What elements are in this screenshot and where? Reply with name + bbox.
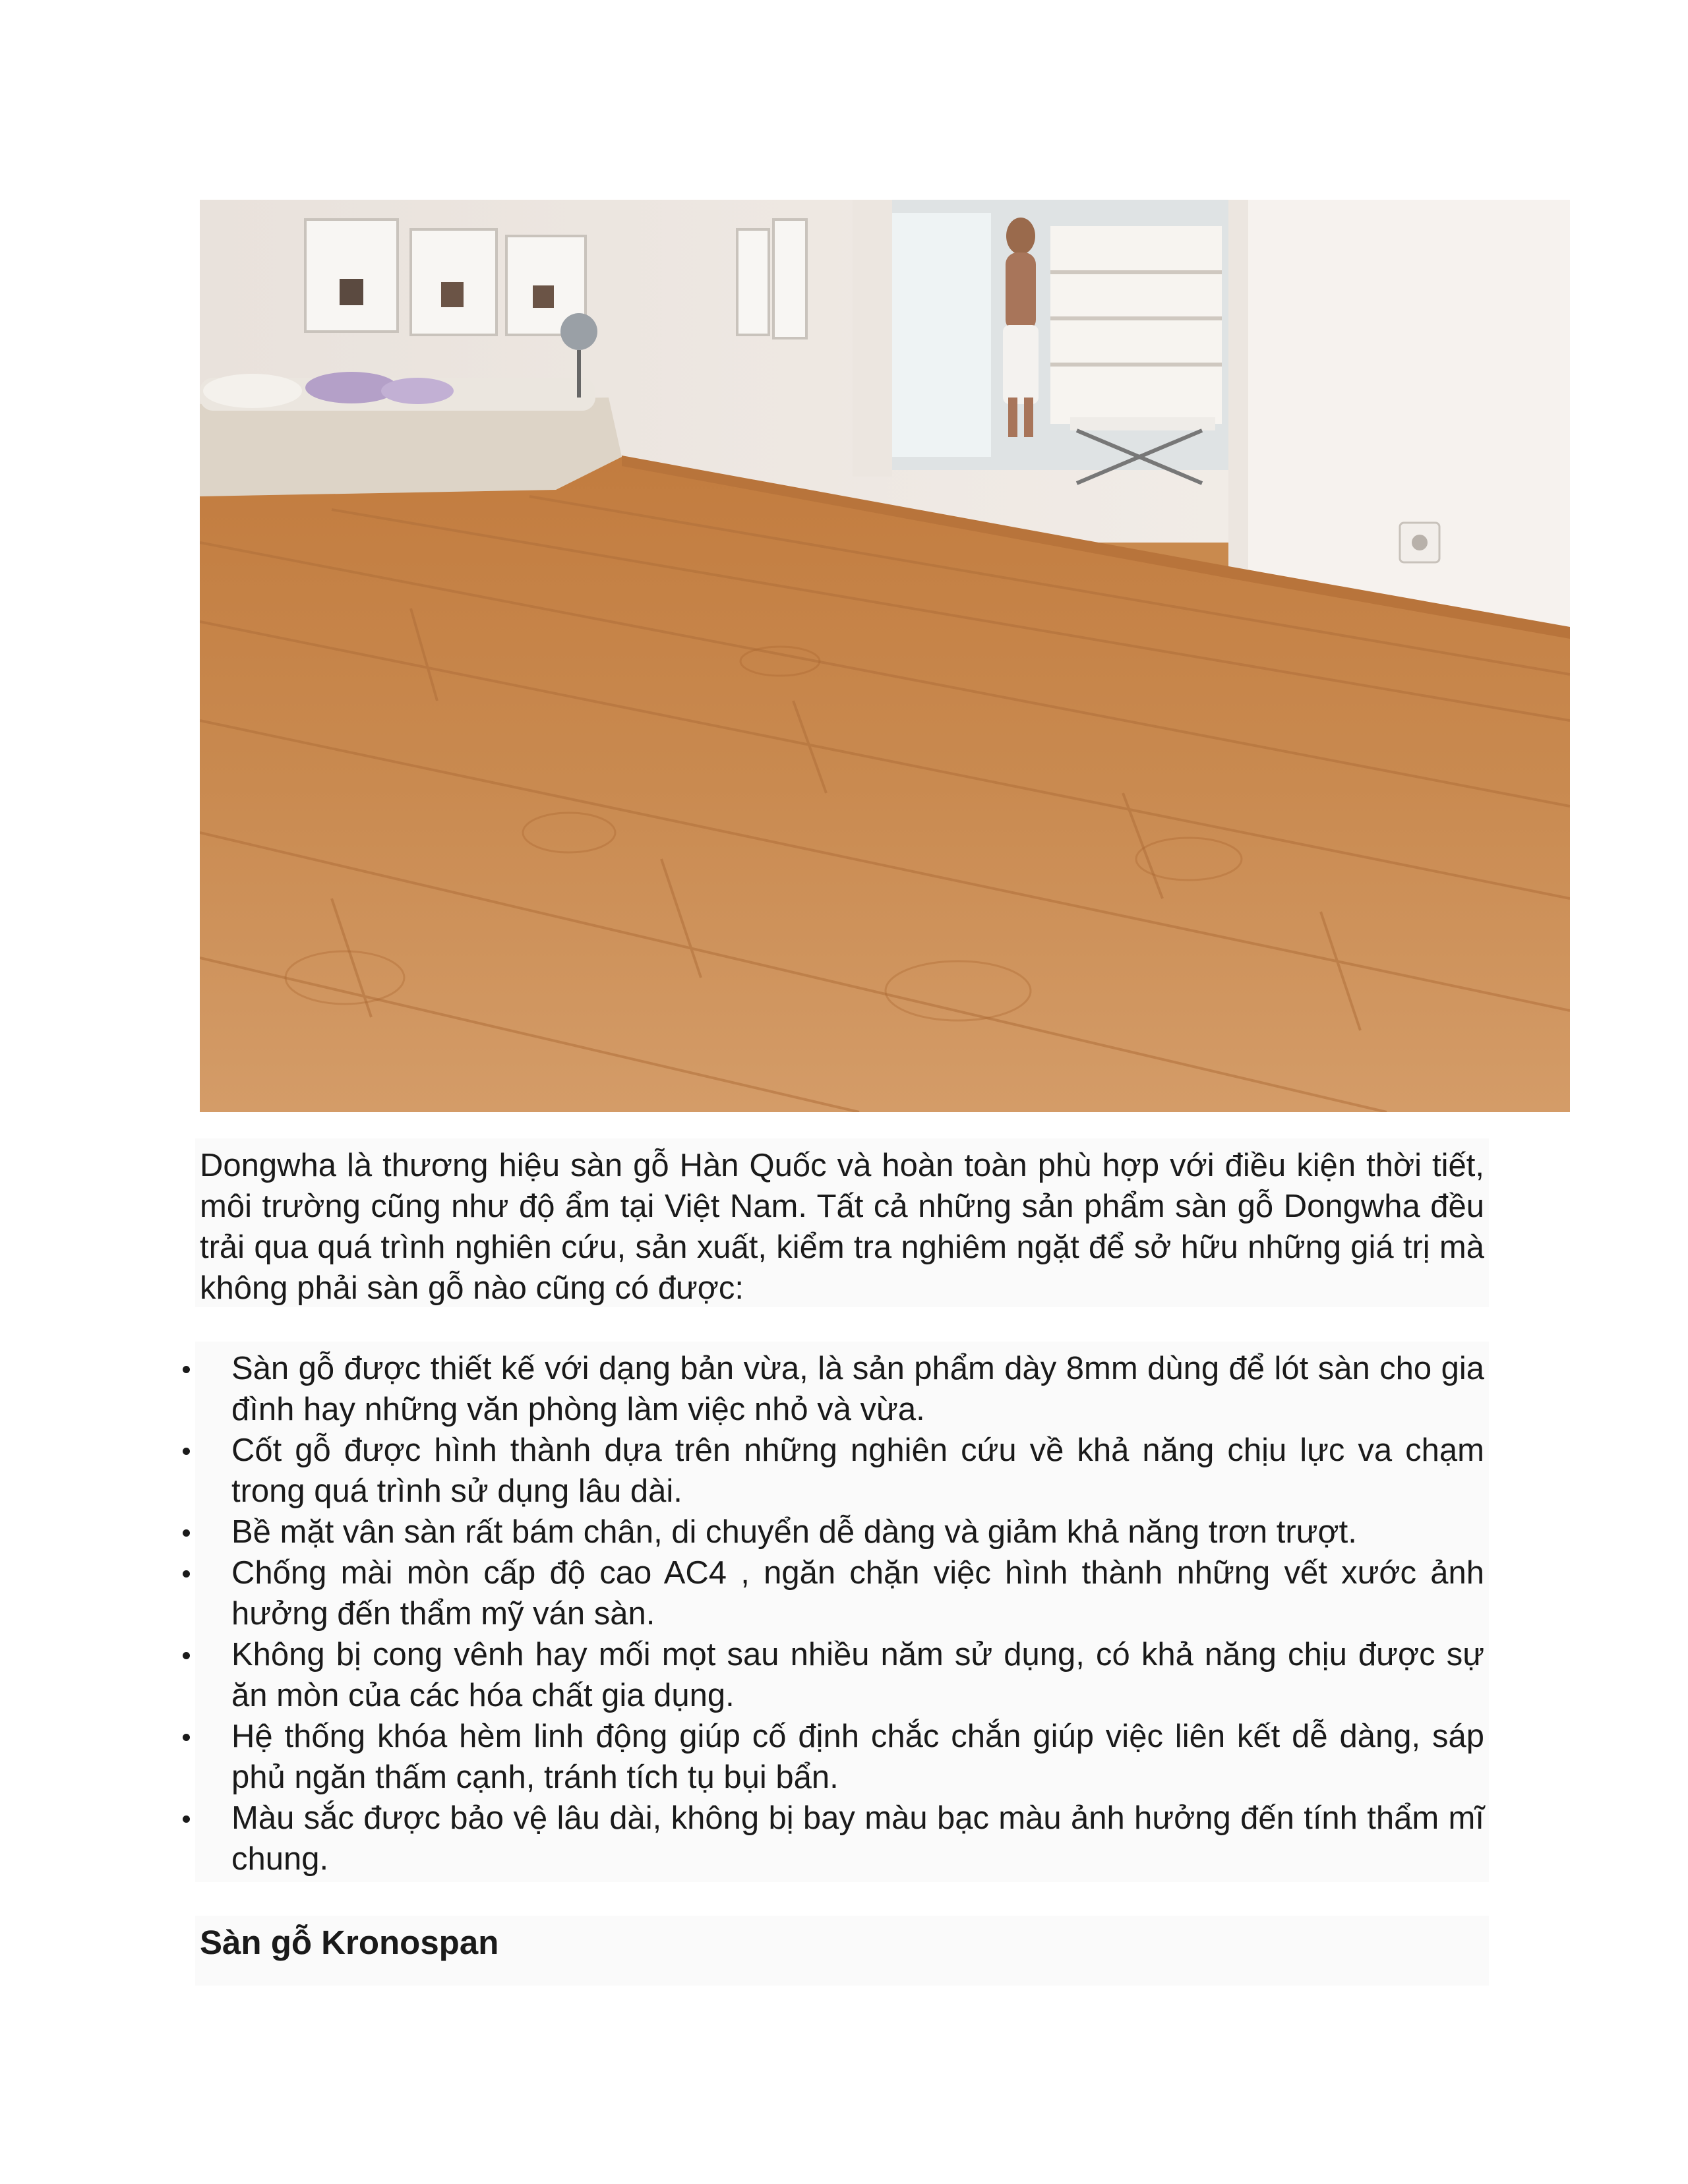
bullet-icon	[183, 1652, 190, 1659]
list-item	[200, 1634, 1484, 1716]
photo-illustration-icon	[200, 200, 1570, 1112]
list-item-text: Bề mặt vân sàn rất bám chân, di chuyển dễ dàng và giảm khả năng trơn trượt.	[231, 1514, 1357, 1550]
bedroom-wood-floor-photo	[200, 200, 1570, 1112]
list-item-text: Sàn gỗ được thiết kế với dạng bản vừa, là sản phẩm dày 8mm dùng để lót sàn cho gia đình hay những văn phòng làm việc nhỏ và vừa.	[231, 1351, 1484, 1427]
bullet-icon	[183, 1815, 190, 1823]
bullet-icon	[183, 1448, 190, 1455]
intro-paragraph: Dongwha là thương hiệu sàn gỗ Hàn Quốc và hoàn toàn phù hợp với điều kiện thời tiết, môi trường cũng như độ ẩm tại Việt Nam. Tất cả những sản phẩm sàn gỗ Dongwha đều trải qua quá trình nghiên cứu, sản xuất, kiểm tra nghiêm ngặt để sở hữu những giá trị mà không phải sàn gỗ nào cũng có được:	[200, 1148, 1484, 1306]
bullet-icon	[183, 1734, 190, 1741]
list-item	[200, 1716, 1484, 1798]
list-item-text: Hệ thống khóa hèm linh động giúp cố định chắc chắn giúp việc liên kết dễ dàng, sáp phủ ngăn thấm cạnh, tránh tích tụ bụi bẩn.	[231, 1719, 1484, 1795]
bullet-icon	[183, 1570, 190, 1578]
bullet-icon	[183, 1366, 190, 1373]
list-item-text: Màu sắc được bảo vệ lâu dài, không bị bay màu bạc màu ảnh hưởng đến tính thẩm mĩ chung.	[231, 1800, 1484, 1877]
feature-list	[200, 1348, 1484, 1879]
list-item	[200, 1798, 1484, 1879]
list-item-text: Chống mài mòn cấp độ cao AC4 , ngăn chặn việc hình thành những vết xước ảnh hưởng đến thẩm mỹ ván sàn.	[231, 1555, 1484, 1632]
list-item-text: Không bị cong vênh hay mối mọt sau nhiều năm sử dụng, có khả năng chịu được sự ăn mòn của các hóa chất gia dụng.	[231, 1637, 1484, 1713]
bullet-icon	[183, 1529, 190, 1537]
list-item-text: Cốt gỗ được hình thành dựa trên những nghiên cứu về khả năng chịu lực va chạm trong quá trình sử dụng lâu dài.	[231, 1432, 1484, 1509]
section-heading: Sàn gỗ Kronospan	[200, 1924, 499, 1961]
list-item	[200, 1348, 1484, 1430]
list-item	[200, 1430, 1484, 1512]
list-item	[200, 1512, 1484, 1552]
list-item	[200, 1552, 1484, 1634]
